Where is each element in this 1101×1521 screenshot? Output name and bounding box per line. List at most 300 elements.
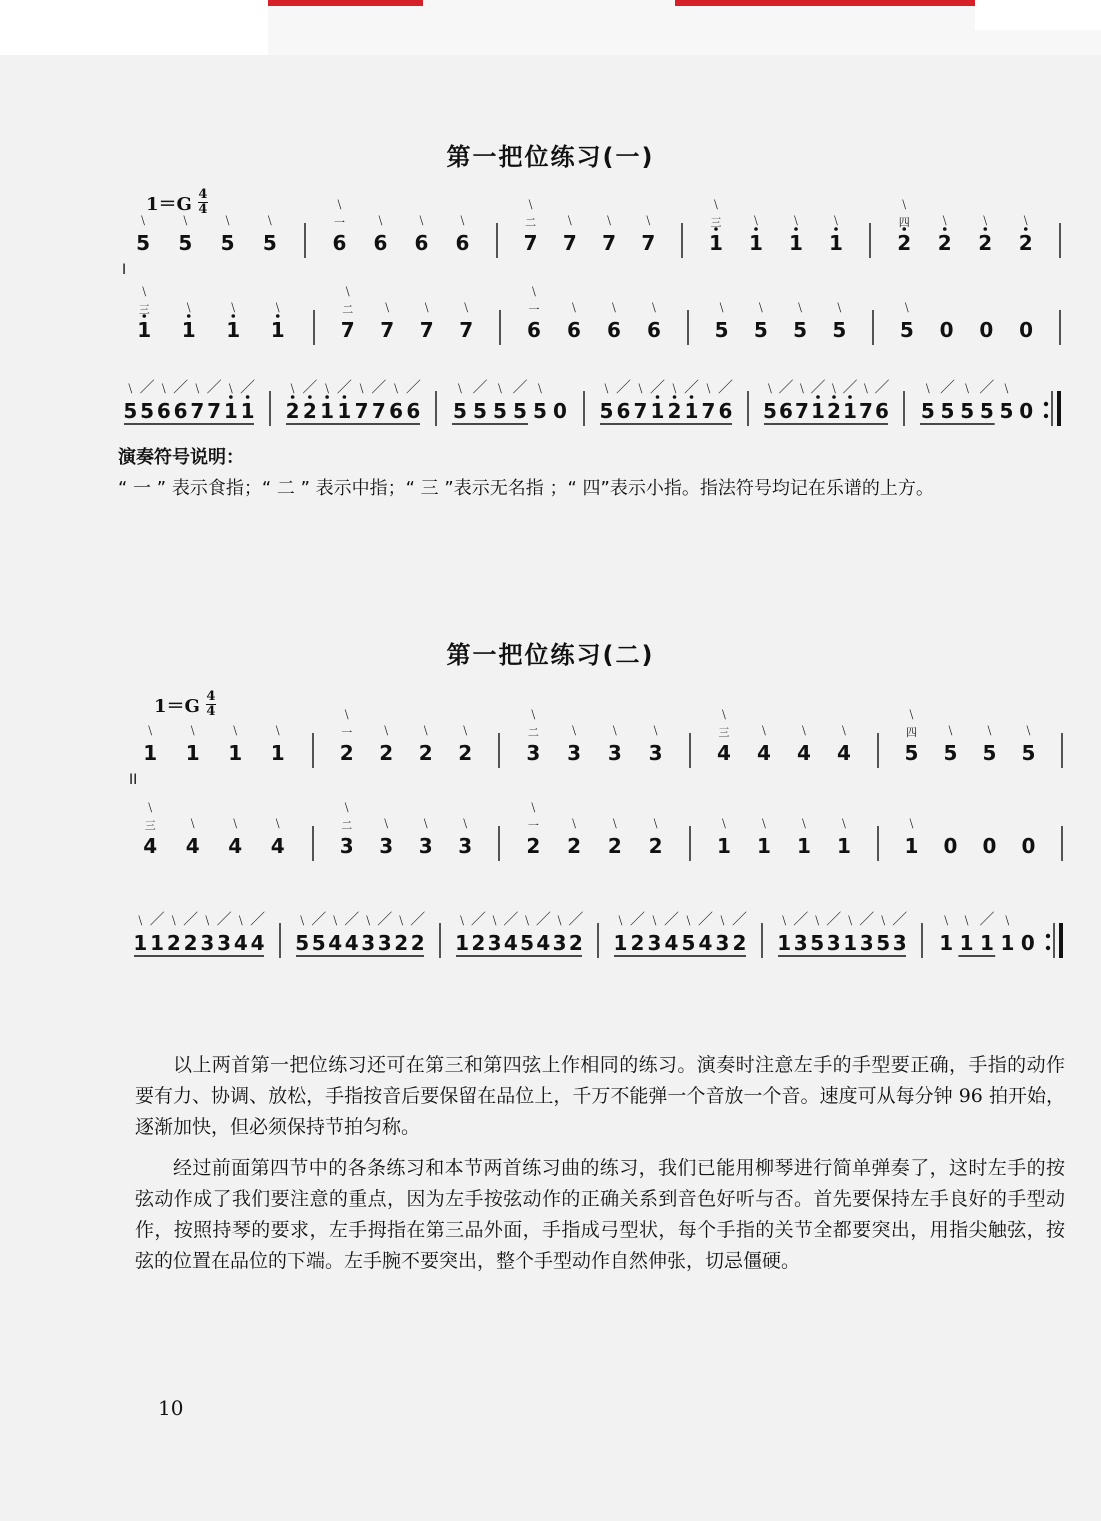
note-1: 1	[226, 318, 241, 342]
note-2: 2	[732, 931, 747, 955]
note-6: 6	[647, 318, 661, 342]
note-5: 5	[904, 741, 919, 765]
note-3: 3	[567, 741, 582, 765]
down-stroke-mark: ﹨	[700, 378, 717, 396]
down-stroke-mark: ﹨	[452, 378, 468, 396]
down-stroke-mark: ﹨	[566, 720, 582, 738]
time-sig-bottom: 4	[198, 202, 208, 217]
down-stroke-mark: ﹨	[378, 720, 394, 738]
repeat-dot	[1046, 934, 1050, 938]
note-3: 3	[715, 931, 730, 955]
down-stroke-mark: ﹨	[294, 910, 310, 928]
down-stroke-mark: ﹨	[413, 210, 430, 228]
note-7: 7	[859, 399, 873, 423]
note-7: 7	[701, 399, 716, 423]
fingering-mark: 二	[341, 819, 353, 832]
note-6: 6	[373, 231, 388, 255]
up-stroke-mark: ／	[778, 378, 794, 396]
note-5: 5	[714, 318, 729, 342]
up-stroke-mark: ／	[410, 910, 426, 928]
down-stroke-mark: ﹨	[753, 297, 769, 315]
note-7: 7	[602, 231, 617, 255]
down-stroke-mark: ﹨	[648, 720, 664, 738]
note-2: 2	[394, 931, 409, 955]
note-5: 5	[493, 399, 507, 423]
note-2: 2	[458, 741, 473, 765]
down-stroke-mark: ﹨	[826, 378, 842, 396]
down-stroke-mark: ﹨	[836, 720, 852, 738]
note-1: 1	[143, 741, 158, 765]
note-7: 7	[207, 399, 222, 423]
up-stroke-mark: ／	[892, 910, 908, 928]
exercise-2-title: 第一把位练习(二)	[446, 641, 655, 669]
string-number-label: I	[122, 262, 127, 278]
up-stroke-mark: ／	[149, 910, 165, 928]
up-stroke-mark: ／	[377, 910, 393, 928]
fingering-mark: 二	[527, 726, 539, 739]
paragraph-2: 经过前面第四节中的各条练习和本节两首练习曲的练习，我们已能用柳琴进行简单弹奏了，这时左手的按弦动作成了我们要注意的重点，因为左手按弦动作的正确关系到音色好听与否。首先要保持左手良好的手型动作，按照持琴的要求，左手拇指在第三品外面，手指成弓型状，每个手指的关节全都要突出，用指尖触弦，按弦的位置在品位的下端。左手腕不要突出，整个手型动作自然伸张，切忌僵硬。	[135, 1157, 1065, 1272]
note-7: 7	[371, 399, 386, 423]
up-stroke-mark: ／	[139, 378, 155, 396]
note-4: 4	[837, 741, 851, 765]
down-stroke-mark: ﹨	[142, 720, 158, 738]
down-stroke-mark: ﹨	[959, 378, 975, 396]
note-3: 3	[377, 931, 392, 955]
down-stroke-mark: ﹨	[598, 378, 615, 396]
down-stroke-mark: ﹨	[756, 720, 772, 738]
down-stroke-mark: ﹨	[796, 720, 812, 738]
note-2: 2	[418, 741, 433, 765]
note-5: 5	[899, 318, 914, 342]
note-1: 1	[240, 399, 255, 423]
up-stroke-mark: ／	[810, 378, 826, 396]
down-stroke-mark: ﹨	[920, 378, 936, 396]
note-4: 4	[664, 931, 679, 955]
down-stroke-mark: ﹨	[454, 910, 470, 928]
down-stroke-mark: ﹨	[601, 210, 617, 228]
time-sig-top: 4	[198, 187, 208, 202]
note-1: 1	[1000, 931, 1015, 955]
down-stroke-mark: ﹨	[896, 194, 912, 212]
down-stroke-mark: ﹨	[388, 378, 404, 396]
string-number-label: II	[129, 772, 138, 788]
fingering-mark: 四	[906, 726, 917, 739]
note-5: 5	[943, 741, 958, 765]
note-4: 4	[143, 834, 158, 858]
down-stroke-mark: ﹨	[199, 910, 215, 928]
note-7: 7	[562, 231, 577, 255]
up-stroke-mark: ／	[793, 910, 809, 928]
note-6: 6	[332, 231, 347, 255]
note-2: 2	[978, 231, 993, 255]
down-stroke-mark: ﹨	[185, 813, 201, 831]
note-7: 7	[340, 318, 355, 342]
note-6: 6	[567, 318, 581, 342]
down-stroke-mark: ﹨	[419, 297, 435, 315]
down-stroke-mark: ﹨	[566, 813, 582, 831]
note-3: 3	[793, 931, 808, 955]
legend-text: “ 一 ” 表示食指；“ 二 ” 表示中指；“ 三 ”表示无名指 ；“ 四”表示小指。指法符号均记在乐谱的上方。	[118, 478, 934, 499]
repeat-dot	[1046, 946, 1050, 950]
down-stroke-mark: ﹨	[640, 210, 656, 228]
note-5: 5	[513, 399, 527, 423]
down-stroke-mark: ﹨	[858, 378, 874, 396]
down-stroke-mark: ﹨	[270, 297, 286, 315]
down-stroke-mark: ﹨	[233, 910, 249, 928]
note-1: 1	[228, 741, 243, 765]
note-7: 7	[633, 399, 648, 423]
note-1: 1	[939, 931, 954, 955]
down-stroke-mark: ﹨	[566, 297, 582, 315]
down-stroke-mark: ﹨	[607, 813, 623, 831]
note-5: 5	[753, 318, 768, 342]
note-7: 7	[795, 399, 809, 423]
fingering-mark: 三	[144, 819, 156, 832]
down-stroke-mark: ﹨	[903, 704, 920, 722]
note-2: 2	[379, 741, 394, 765]
note-rest: 0	[979, 318, 994, 342]
note-3: 3	[607, 741, 622, 765]
note-1: 1	[757, 834, 771, 858]
note-3: 3	[647, 931, 662, 955]
note-1: 1	[684, 399, 699, 423]
note-7: 7	[190, 399, 205, 423]
time-sig-top: 4	[206, 689, 216, 704]
up-stroke-mark: ／	[859, 910, 875, 928]
down-stroke-mark: ﹨	[1018, 210, 1034, 228]
fingering-mark: 三	[718, 726, 730, 739]
note-3: 3	[361, 931, 376, 955]
note-2: 2	[471, 931, 486, 955]
note-6: 6	[607, 318, 621, 342]
down-stroke-mark: ﹨	[492, 378, 508, 396]
down-stroke-mark: ﹨	[331, 194, 348, 212]
down-stroke-mark: ﹨	[225, 297, 241, 315]
down-stroke-mark: ﹨	[526, 281, 542, 299]
note-7: 7	[459, 318, 474, 342]
down-stroke-mark: ﹨	[227, 720, 243, 738]
note-3: 3	[892, 931, 907, 955]
note-4: 4	[717, 741, 731, 765]
down-stroke-mark: ﹨	[525, 797, 541, 815]
down-stroke-mark: ﹨	[977, 210, 993, 228]
down-stroke-mark: ﹨	[136, 281, 152, 299]
note-5: 5	[520, 931, 535, 955]
down-stroke-mark: ﹨	[998, 378, 1015, 396]
down-stroke-mark: ﹨	[809, 910, 825, 928]
note-3: 3	[418, 834, 433, 858]
note-6: 6	[527, 318, 541, 342]
note-5: 5	[763, 399, 777, 423]
note-rest: 0	[1019, 318, 1034, 342]
up-stroke-mark: ／	[371, 378, 387, 396]
down-stroke-mark: ﹨	[792, 297, 808, 315]
up-stroke-mark: ／	[503, 910, 519, 928]
note-2: 2	[827, 399, 841, 423]
down-stroke-mark: ﹨	[532, 378, 548, 396]
down-stroke-mark: ﹨	[708, 194, 724, 212]
up-stroke-mark: ／	[649, 378, 666, 396]
note-1: 1	[843, 399, 857, 423]
down-stroke-mark: ﹨	[360, 910, 376, 928]
down-stroke-mark: ﹨	[418, 813, 434, 831]
note-4: 4	[536, 931, 551, 955]
down-stroke-mark: ﹨	[762, 378, 778, 396]
note-2: 2	[937, 231, 952, 255]
note-2: 2	[568, 931, 583, 955]
note-3: 3	[487, 931, 502, 955]
up-stroke-mark: ／	[568, 910, 584, 928]
note-2: 2	[897, 231, 912, 255]
up-stroke-mark: ／	[535, 910, 551, 928]
down-stroke-mark: ﹨	[181, 297, 197, 315]
up-stroke-mark: ／	[344, 910, 360, 928]
down-stroke-mark: ﹨	[340, 281, 356, 299]
note-1: 1	[797, 834, 811, 858]
down-stroke-mark: ﹨	[612, 910, 629, 928]
note-5: 5	[140, 399, 155, 423]
note-6: 6	[875, 399, 889, 423]
note-4: 4	[503, 931, 518, 955]
note-1: 1	[150, 931, 165, 955]
up-stroke-mark: ／	[250, 910, 266, 928]
exercise-1-title: 第一把位练习(一)	[446, 143, 655, 171]
note-3: 3	[339, 834, 354, 858]
down-stroke-mark: ﹨	[666, 378, 683, 396]
note-5: 5	[599, 399, 614, 423]
note-1: 1	[270, 318, 285, 342]
note-rest: 0	[553, 399, 567, 423]
note-5: 5	[832, 318, 847, 342]
note-5: 5	[810, 931, 825, 955]
note-6: 6	[779, 399, 793, 423]
note-2: 2	[630, 931, 645, 955]
note-6: 6	[156, 399, 171, 423]
note-7: 7	[523, 231, 538, 255]
note-5: 5	[533, 399, 547, 423]
fingering-mark: 一	[334, 216, 345, 229]
up-stroke-mark: ／	[206, 378, 222, 396]
down-stroke-mark: ﹨	[788, 210, 804, 228]
note-3: 3	[648, 741, 663, 765]
down-stroke-mark: ﹨	[457, 720, 473, 738]
down-stroke-mark: ﹨	[875, 910, 891, 928]
note-5: 5	[473, 399, 487, 423]
note-1: 1	[337, 399, 352, 423]
note-7: 7	[354, 399, 369, 423]
down-stroke-mark: ﹨	[999, 910, 1015, 928]
down-stroke-mark: ﹨	[319, 378, 335, 396]
note-4: 4	[757, 741, 771, 765]
down-stroke-mark: ﹨	[938, 910, 954, 928]
note-5: 5	[136, 231, 151, 255]
down-stroke-mark: ﹨	[220, 210, 236, 228]
down-stroke-mark: ﹨	[794, 378, 810, 396]
up-stroke-mark: ／	[472, 378, 488, 396]
note-2: 2	[667, 399, 682, 423]
down-stroke-mark: ﹨	[166, 910, 182, 928]
note-2: 2	[526, 834, 541, 858]
up-stroke-mark: ／	[717, 378, 734, 396]
note-3: 3	[826, 931, 841, 955]
note-2: 2	[1018, 231, 1033, 255]
up-stroke-mark: ／	[302, 378, 318, 396]
down-stroke-mark: ﹨	[646, 910, 663, 928]
note-5: 5	[1021, 741, 1036, 765]
down-stroke-mark: ﹨	[457, 813, 473, 831]
note-5: 5	[453, 399, 467, 423]
note-2: 2	[166, 931, 181, 955]
note-3: 3	[379, 834, 394, 858]
note-1: 1	[709, 231, 723, 255]
down-stroke-mark: ﹨	[135, 210, 151, 228]
note-4: 4	[228, 834, 243, 858]
note-6: 6	[455, 231, 470, 255]
down-stroke-mark: ﹨	[937, 210, 953, 228]
note-rest: 0	[939, 318, 954, 342]
up-stroke-mark: ／	[311, 910, 327, 928]
note-rest: 0	[1019, 399, 1034, 423]
note-3: 3	[458, 834, 473, 858]
down-stroke-mark: ﹨	[903, 813, 920, 831]
fingering-mark: 二	[525, 216, 537, 229]
note-5: 5	[178, 231, 193, 255]
note-5: 5	[960, 399, 975, 423]
fingering-mark: 三	[138, 303, 150, 316]
note-7: 7	[641, 231, 656, 255]
note-1: 1	[223, 399, 238, 423]
repeat-dot	[1044, 414, 1048, 418]
down-stroke-mark: ﹨	[519, 910, 535, 928]
fingering-mark: 一	[528, 303, 540, 316]
down-stroke-mark: ﹨	[393, 910, 409, 928]
note-5: 5	[876, 931, 891, 955]
note-1: 1	[843, 931, 858, 955]
down-stroke-mark: ﹨	[959, 910, 975, 928]
up-stroke-mark: ／	[663, 910, 680, 928]
note-4: 4	[344, 931, 359, 955]
up-stroke-mark: ／	[979, 378, 995, 396]
down-stroke-mark: ﹨	[981, 720, 998, 738]
repeat-dot	[1044, 402, 1048, 406]
down-stroke-mark: ﹨	[776, 910, 792, 928]
down-stroke-mark: ﹨	[523, 194, 539, 212]
up-stroke-mark: ／	[240, 378, 256, 396]
note-5: 5	[982, 741, 997, 765]
note-5: 5	[311, 931, 326, 955]
note-1: 1	[185, 741, 200, 765]
down-stroke-mark: ﹨	[680, 910, 697, 928]
note-6: 6	[406, 399, 421, 423]
down-stroke-mark: ﹨	[828, 210, 844, 228]
note-6: 6	[718, 399, 733, 423]
note-1: 1	[789, 231, 803, 255]
note-1: 1	[270, 741, 285, 765]
down-stroke-mark: ﹨	[831, 297, 847, 315]
down-stroke-mark: ﹨	[552, 910, 568, 928]
down-stroke-mark: ﹨	[607, 720, 623, 738]
note-2: 2	[183, 931, 198, 955]
note-5: 5	[220, 231, 235, 255]
note-1: 1	[181, 318, 196, 342]
up-stroke-mark: ／	[683, 378, 700, 396]
note-1: 1	[650, 399, 665, 423]
up-stroke-mark: ／	[183, 910, 199, 928]
down-stroke-mark: ﹨	[458, 297, 474, 315]
down-stroke-mark: ﹨	[842, 910, 858, 928]
note-1: 1	[829, 231, 843, 255]
down-stroke-mark: ﹨	[632, 378, 649, 396]
note-6: 6	[616, 399, 631, 423]
note-2: 2	[410, 931, 425, 955]
up-stroke-mark: ／	[405, 378, 421, 396]
time-sig-bottom: 4	[206, 704, 216, 719]
down-stroke-mark: ﹨	[646, 297, 662, 315]
down-stroke-mark: ﹨	[418, 720, 434, 738]
note-rest: 0	[1021, 834, 1036, 858]
down-stroke-mark: ﹨	[942, 720, 959, 738]
key-label: 1＝G	[154, 695, 200, 717]
key-label: 1＝G	[146, 193, 192, 215]
note-1: 1	[959, 931, 974, 955]
down-stroke-mark: ﹨	[327, 910, 343, 928]
up-stroke-mark: ／	[697, 910, 714, 928]
paragraph-1: 以上两首第一把位练习还可在第三和第四弦上作相同的练习。演奏时注意左手的手型要正确，手指的动作要有力、协调、放松，手指按音后要保留在品位上，千万不能弹一个音放一个音。速度可从每分钟 96 拍开始，逐渐加快，但必须保持节拍匀称。	[135, 1054, 1065, 1138]
note-5: 5	[123, 399, 138, 423]
note-1: 1	[320, 399, 335, 423]
symbol-legend	[118, 442, 1068, 504]
note-3: 3	[217, 931, 232, 955]
note-4: 4	[797, 741, 811, 765]
note-1: 1	[811, 399, 825, 423]
note-4: 4	[270, 834, 285, 858]
down-stroke-mark: ﹨	[262, 210, 278, 228]
note-5: 5	[681, 931, 696, 955]
fingering-mark: 三	[710, 216, 722, 229]
down-stroke-mark: ﹨	[487, 910, 503, 928]
down-stroke-mark: ﹨	[378, 813, 394, 831]
down-stroke-mark: ﹨	[227, 813, 243, 831]
note-6: 6	[389, 399, 404, 423]
note-5: 5	[920, 399, 935, 423]
up-stroke-mark: ／	[336, 378, 352, 396]
up-stroke-mark: ／	[615, 378, 632, 396]
note-2: 2	[302, 399, 317, 423]
fingering-mark: 四	[898, 216, 910, 229]
note-1: 1	[455, 931, 470, 955]
up-stroke-mark: ／	[842, 378, 858, 396]
down-stroke-mark: ﹨	[836, 813, 852, 831]
down-stroke-mark: ﹨	[177, 210, 193, 228]
note-1: 1	[837, 834, 851, 858]
up-stroke-mark: ／	[512, 378, 528, 396]
note-1: 1	[904, 834, 919, 858]
up-stroke-mark: ／	[979, 910, 995, 928]
note-1: 1	[137, 318, 152, 342]
down-stroke-mark: ﹨	[270, 720, 286, 738]
down-stroke-mark: ﹨	[189, 378, 205, 396]
down-stroke-mark: ﹨	[142, 797, 158, 815]
down-stroke-mark: ﹨	[796, 813, 812, 831]
fingering-mark: 一	[527, 819, 539, 832]
down-stroke-mark: ﹨	[223, 378, 239, 396]
fingering-mark: 二	[342, 303, 354, 316]
note-rest: 0	[943, 834, 958, 858]
down-stroke-mark: ﹨	[339, 704, 355, 722]
down-stroke-mark: ﹨	[716, 813, 732, 831]
fingering-mark: 一	[341, 726, 353, 739]
note-7: 7	[419, 318, 434, 342]
